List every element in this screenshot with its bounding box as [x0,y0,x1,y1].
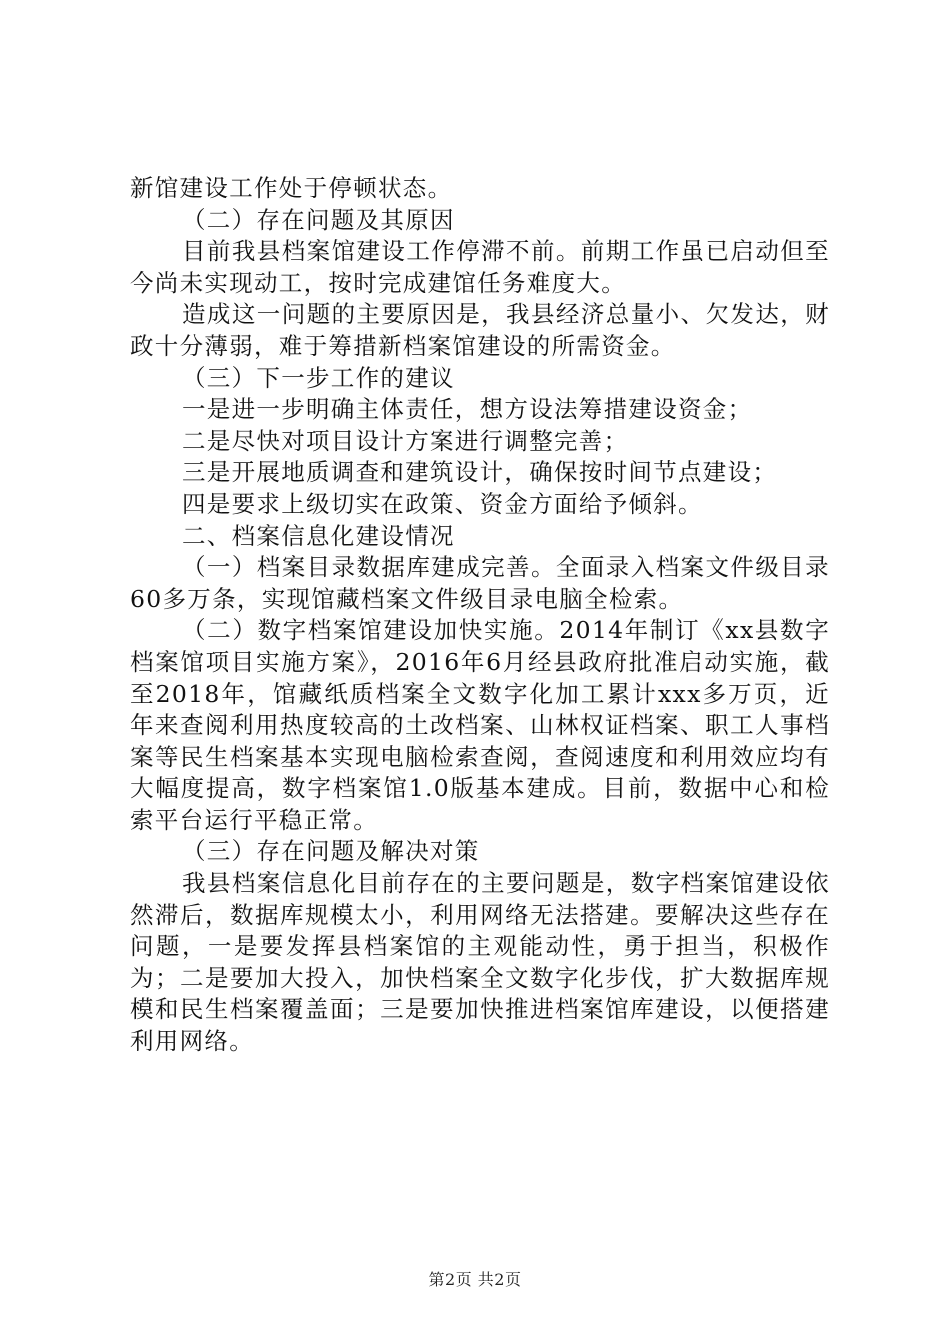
suggestion-item-1: 一是进一步明确主体责任，想方设法筹措建设资金； [182,395,753,424]
section-heading-next-steps: （三）下一步工作的建议 [182,363,455,392]
paragraph-continuation: 新馆建设工作处于停顿状态。 [130,174,453,202]
paragraph-main-cause: 造成这一问题的主要原因是，我县经济总量小、欠发达，财政十分薄弱，难于筹措新档案馆建设的所需资金。 [130,300,830,360]
section-heading-informatization: 二、档案信息化建设情况 [182,521,455,550]
paragraph-construction-stalled: 目前我县档案馆建设工作停滞不前。前期工作虽已启动但至今尚未实现动工，按时完成建馆任务难度大。 [130,237,830,297]
suggestion-item-4: 四是要求上级切实在政策、资金方面给予倾斜。 [182,489,703,518]
suggestion-item-2: 二是尽快对项目设计方案进行调整完善； [182,426,629,455]
suggestion-item-3: 三是开展地质调查和建筑设计，确保按时间节点建设； [182,458,778,487]
document-body [130,173,830,1058]
paragraph-catalog-database: （一）档案目录数据库建成完善。全面录入档案文件级目录60多万条，实现馆藏档案文件级目录电脑全检索。 [130,553,830,613]
page-footer-number: 第2页 共2页 [428,1270,522,1289]
section-heading-problems-solutions: （三）存在问题及解决对策 [182,837,480,866]
paragraph-digital-archive: （二）数字档案馆建设加快实施。2014年制订《xx县数字档案馆项目实施方案》，2016年6月经县政府批准启动实施，截至2018年，馆藏纸质档案全文数字化加工累计xxx多万页，近年来查阅利用热度较高的土改档案、山林权证档案、职工人事档案等民生档案基本实现电脑检索查阅，查阅速度和利用效应均有大幅度提高，数字档案馆1.0版基本建成。目前，数据中心和检索平台运行平稳正常。 [130,616,830,834]
section-heading-problems-causes: （二）存在问题及其原因 [182,205,455,234]
paragraph-main-problems: 我县档案信息化目前存在的主要问题是，数字档案馆建设依然滞后，数据库规模太小，利用网络无法搭建。要解决这些存在问题，一是要发挥县档案馆的主观能动性，勇于担当，积极作为；二是要加大投入，加快档案全文数字化步伐，扩大数据库规模和民生档案覆盖面；三是要加快推进档案馆库建设，以便搭建利用网络。 [130,869,830,1056]
